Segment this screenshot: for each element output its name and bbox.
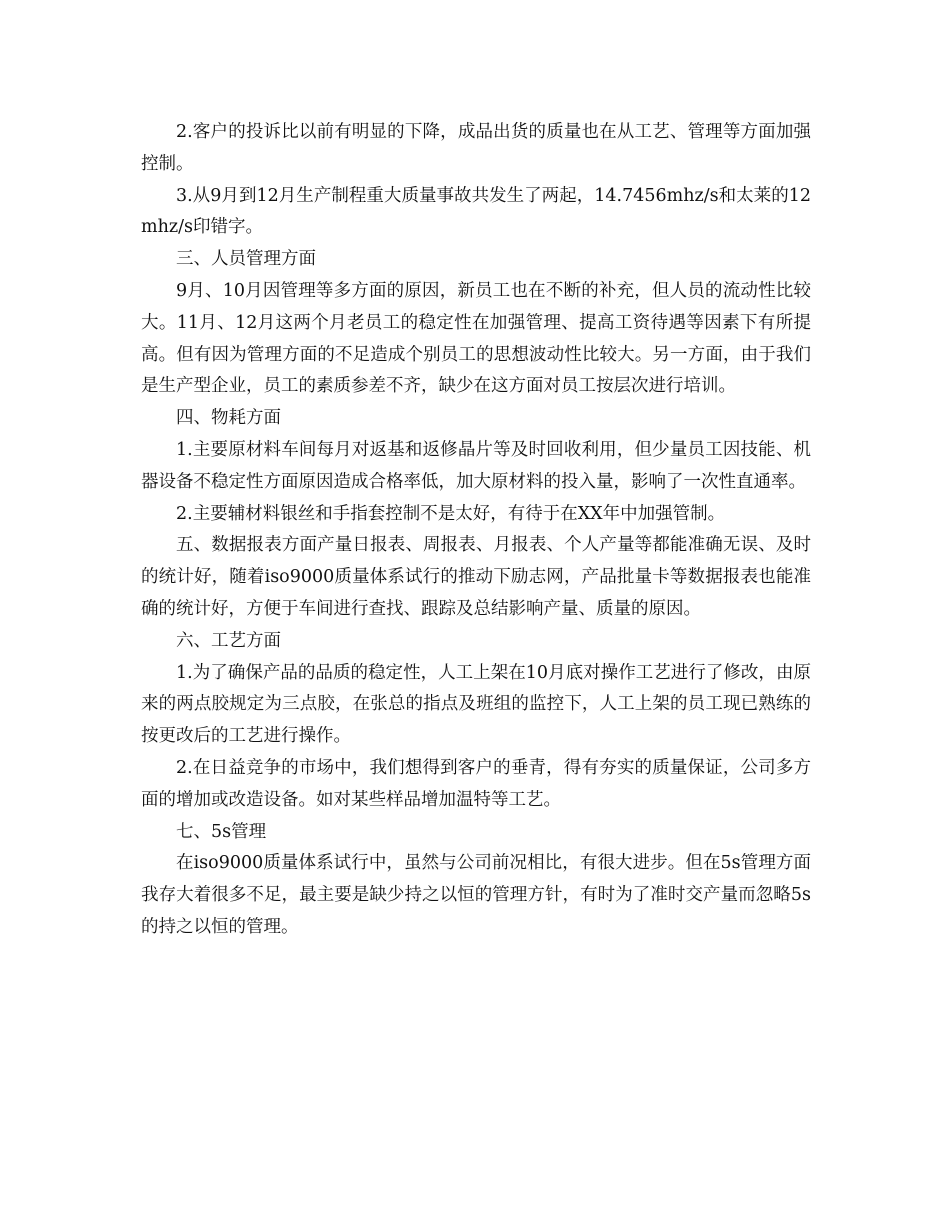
paragraph-customer-complaints: 2.客户的投诉比以前有明显的下降，成品出货的质量也在从工艺、管理等方面加强控制。 (141, 122, 811, 174)
section-heading-materials: 四、物耗方面 (176, 408, 281, 429)
paragraph-quality-incidents: 3.从9月到12月生产制程重大质量事故共发生了两起，14.7456mhz/s和太莱的12mhz/s印错字。 (141, 185, 811, 238)
section-data-reports: 五、数据报表方面产量日报表、周报表、月报表、个人产量等都能准确无误、及时的统计好，随着iso9000质量体系试行的推动下励志网，产品批量卡等数据报表也能准确的统计好，方便于车间进行查找、跟踪及总结影响产量、质量的原因。 (141, 535, 811, 619)
document-body (141, 117, 811, 944)
paragraph-auxiliary-materials: 2.主要辅材料银丝和手指套控制不是太好，有待于在XX年中加强管制。 (176, 503, 726, 524)
paragraph-process-change: 1.为了确保产品的品质的稳定性，人工上架在10月底对操作工艺进行了修改，由原来的两点胶规定为三点胶，在张总的指点及班组的监控下，人工上架的员工现已熟练的按更改后的工艺进行操作。 (141, 662, 811, 747)
section-heading-5s: 七、5s管理 (176, 821, 267, 842)
paragraph-raw-materials: 1.主要原材料车间每月对返基和返修晶片等及时回收利用，但少量员工因技能、机器设备不稳定性方面原因造成合格率低，加大原材料的投入量，影响了一次性直通率。 (141, 439, 811, 492)
paragraph-5s-management: 在iso9000质量体系试行中，虽然与公司前况相比，有很大进步。但在5s管理方面我存大着很多不足，最主要是缺少持之以恒的管理方针，有时为了准时交产量而忽略5s的持之以恒的管理。 (141, 853, 811, 937)
paragraph-personnel: 9月、10月因管理等多方面的原因，新员工也在不断的补充，但人员的流动性比较大。11月、12月这两个月老员工的稳定性在加强管理、提高工资待遇等因素下有所提高。但有因为管理方面的不足造成个别员工的思想波动性比较大。另一方面，由于我们是生产型企业，员工的素质参差不齐，缺少在这方面对员工按层次进行培训。 (141, 280, 811, 397)
section-heading-process: 六、工艺方面 (176, 630, 281, 651)
paragraph-equipment: 2.在日益竞争的市场中，我们想得到客户的垂青，得有夯实的质量保证，公司多方面的增加或改造设备。如对某些样品增加温特等工艺。 (141, 757, 811, 810)
section-heading-personnel: 三、人员管理方面 (176, 249, 316, 270)
